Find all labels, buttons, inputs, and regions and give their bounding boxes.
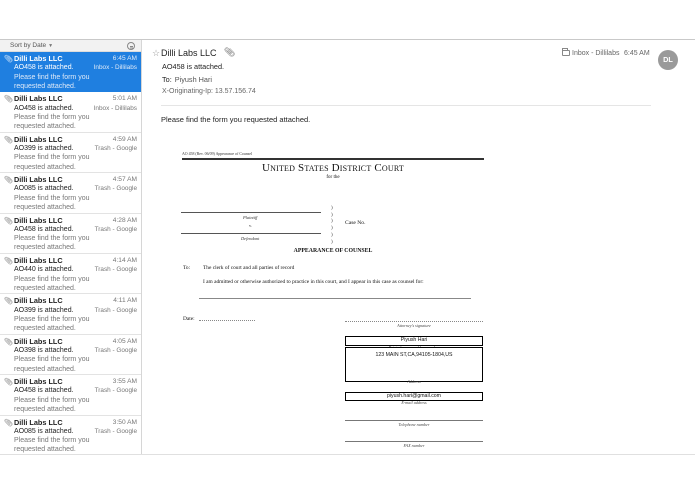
form-top-rule — [182, 158, 484, 160]
star-icon[interactable]: ☆ — [152, 48, 161, 58]
paperclip-icon: 📎︎ — [4, 338, 13, 346]
form-admitted-text: I am admitted or otherwise authorized to practice in this court, and I appear in this case as counsel for: — [203, 279, 424, 285]
window-toolbar — [0, 0, 695, 40]
message-list-item[interactable] — [0, 133, 141, 173]
item-mailbox: Trash - Google — [94, 347, 137, 355]
message-list-item[interactable] — [0, 173, 141, 213]
message-list-item[interactable] — [0, 254, 141, 294]
telephone-caption: Telephone number — [398, 422, 430, 427]
defendant-label: Defendant — [241, 236, 260, 241]
item-sender: Dilli Labs LLC — [14, 336, 63, 346]
attached-form-preview — [177, 148, 492, 454]
telephone-line — [345, 420, 483, 421]
item-mailbox: Trash - Google — [94, 306, 137, 314]
address-field[interactable]: 123 MAIN ST,CA,94105-1804,US — [345, 347, 483, 382]
item-subject: AO399 is attached. — [14, 306, 74, 314]
message-list-item[interactable] — [0, 294, 141, 334]
item-preview: requested attached. — [14, 244, 76, 252]
item-preview: requested attached. — [14, 163, 76, 171]
form-for-the: for the — [326, 175, 340, 180]
item-preview: Please find the form you — [14, 113, 90, 121]
email-caption: E-mail address — [401, 400, 427, 405]
item-preview: Please find the form you — [14, 275, 90, 283]
message-list-item[interactable] — [0, 375, 141, 415]
item-preview: Please find the form you — [14, 356, 90, 364]
item-mailbox: Trash - Google — [94, 427, 137, 435]
message-list-item[interactable] — [0, 214, 141, 254]
paperclip-icon: 📎︎ — [4, 96, 13, 104]
message-time: 6:45 AM — [624, 50, 650, 57]
item-subject: AO085 is attached. — [14, 185, 74, 193]
paperclip-icon: 📎︎ — [4, 419, 13, 427]
date-line — [199, 320, 255, 321]
bottom-area — [0, 454, 695, 494]
form-title-text: United States District Court — [261, 162, 405, 174]
item-mailbox: Trash - Google — [94, 185, 137, 193]
item-subject: AO458 is attached. — [14, 64, 74, 72]
paperclip-icon: 📎︎ — [4, 136, 13, 144]
item-time: 4:59 AM — [112, 135, 137, 143]
item-preview: requested attached. — [14, 406, 76, 414]
message-header — [142, 40, 695, 106]
item-preview: Please find the form you — [14, 73, 90, 81]
item-time: 3:50 AM — [112, 418, 137, 426]
item-time: 4:14 AM — [112, 256, 137, 264]
item-preview: requested attached. — [14, 325, 76, 333]
item-time: 3:55 AM — [112, 378, 137, 386]
plaintiff-line — [181, 212, 321, 213]
caption-brackets: ) ) ) ) ) ) — [331, 206, 333, 245]
paperclip-icon[interactable]: 📎︎ — [224, 47, 236, 57]
folder-icon — [562, 50, 570, 56]
item-mailbox: Inbox - Dillilabs — [93, 64, 137, 72]
attorney-signature-caption: Attorney's signature — [397, 323, 431, 328]
item-subject: AO398 is attached. — [14, 347, 74, 355]
address-caption: Address — [407, 379, 421, 384]
item-subject: AO085 is attached. — [14, 427, 74, 435]
recipient-line — [162, 75, 212, 84]
chevron-down-icon[interactable]: ▼ — [48, 43, 54, 49]
form-heading: APPEARANCE OF COUNSEL — [293, 248, 373, 254]
item-preview: Please find the form you — [14, 235, 90, 243]
x-originating-ip: X-Originating-Ip: 13.57.156.74 — [162, 88, 256, 95]
item-mailbox: Inbox - Dillilabs — [93, 104, 137, 112]
item-time: 4:05 AM — [112, 337, 137, 345]
item-preview: Please find the form you — [14, 154, 90, 162]
item-preview: Please find the form you — [14, 437, 90, 445]
item-subject: AO399 is attached. — [14, 145, 74, 153]
form-code: AO 458 (Rev. 06/09) Appearance of Counsel — [182, 152, 253, 156]
item-sender: Dilli Labs LLC — [14, 54, 63, 63]
item-sender: Dilli Labs LLC — [14, 255, 63, 265]
item-mailbox: Trash - Google — [94, 266, 137, 274]
item-sender: Dilli Labs LLC — [14, 215, 63, 225]
plaintiff-label: Plaintiff — [243, 215, 258, 220]
item-time: 6:45 AM — [112, 55, 137, 62]
item-preview: requested attached. — [14, 123, 76, 131]
message-list-pane — [0, 40, 142, 454]
item-sender: Dilli Labs LLC — [14, 175, 63, 185]
message-list-item[interactable] — [0, 52, 141, 92]
item-sender: Dilli Labs LLC — [14, 94, 63, 104]
item-mailbox: Trash - Google — [94, 225, 137, 233]
paperclip-icon: 📎︎ — [4, 56, 13, 63]
item-subject: AO458 is attached. — [14, 387, 74, 395]
item-preview: Please find the form you — [14, 194, 90, 202]
item-preview: requested attached. — [14, 82, 76, 90]
case-no-label: Case No. — [345, 220, 366, 226]
fax-caption: FAX number — [403, 443, 425, 448]
reading-pane — [142, 40, 695, 454]
message-list — [0, 52, 141, 454]
paperclip-icon: 📎︎ — [4, 298, 13, 306]
form-title — [177, 162, 489, 174]
message-list-item[interactable] — [0, 416, 141, 454]
form-to-label: To: — [183, 265, 191, 271]
form-to-text: The clerk of court and all parties of record — [203, 265, 295, 271]
to-label: To: — [162, 75, 172, 84]
item-time: 4:11 AM — [113, 297, 137, 305]
item-subject: AO458 is attached. — [14, 104, 74, 112]
item-preview: Please find the form you — [14, 396, 90, 404]
email-field[interactable]: piyush.hari@gmail.com — [345, 392, 483, 401]
item-sender: Dilli Labs LLC — [14, 134, 63, 144]
form-date-label: Date: — [183, 316, 195, 322]
printed-name-field[interactable]: Piyush Hari — [345, 336, 483, 346]
item-sender: Dilli Labs LLC — [14, 296, 63, 306]
message-list-item[interactable] — [0, 92, 141, 132]
message-list-item[interactable] — [0, 335, 141, 375]
sender-name[interactable]: Dilli Labs LLC — [161, 48, 217, 58]
paperclip-icon: 📎︎ — [4, 217, 13, 225]
item-preview: requested attached. — [14, 204, 76, 212]
filter-icon[interactable] — [127, 42, 135, 50]
paperclip-icon: 📎︎ — [4, 379, 13, 387]
fax-line — [345, 441, 483, 442]
item-mailbox: Trash - Google — [94, 387, 137, 395]
versus-label: v. — [249, 223, 253, 228]
item-sender: Dilli Labs LLC — [14, 417, 63, 427]
defendant-line — [181, 233, 321, 234]
item-preview: Please find the form you — [14, 315, 90, 323]
header-divider — [161, 105, 651, 106]
item-preview: requested attached. — [14, 284, 76, 292]
item-preview: requested attached. — [14, 446, 76, 454]
item-subject: AO440 is attached. — [14, 266, 74, 274]
paperclip-icon: 📎︎ — [4, 177, 13, 185]
mailbox-label[interactable]: Inbox - Dillilabs — [572, 50, 620, 57]
sort-bar[interactable] — [0, 40, 141, 52]
message-subject: AO458 is attached. — [162, 62, 225, 71]
item-subject: AO458 is attached. — [14, 225, 74, 233]
signature-line — [345, 321, 483, 322]
item-time: 4:57 AM — [112, 176, 137, 184]
avatar: DL — [658, 50, 678, 70]
sort-label[interactable]: Sort by Date — [10, 42, 47, 49]
item-sender: Dilli Labs LLC — [14, 377, 63, 387]
recipient-name[interactable]: Piyush Hari — [174, 75, 213, 84]
message-body: Please find the form you requested attached. — [161, 115, 311, 124]
item-mailbox: Trash - Google — [94, 145, 137, 153]
item-preview: requested attached. — [14, 365, 76, 373]
item-time: 5:01 AM — [112, 95, 137, 103]
paperclip-icon: 📎︎ — [4, 257, 13, 265]
counsel-for-line — [199, 298, 471, 299]
item-time: 4:28 AM — [112, 216, 137, 224]
